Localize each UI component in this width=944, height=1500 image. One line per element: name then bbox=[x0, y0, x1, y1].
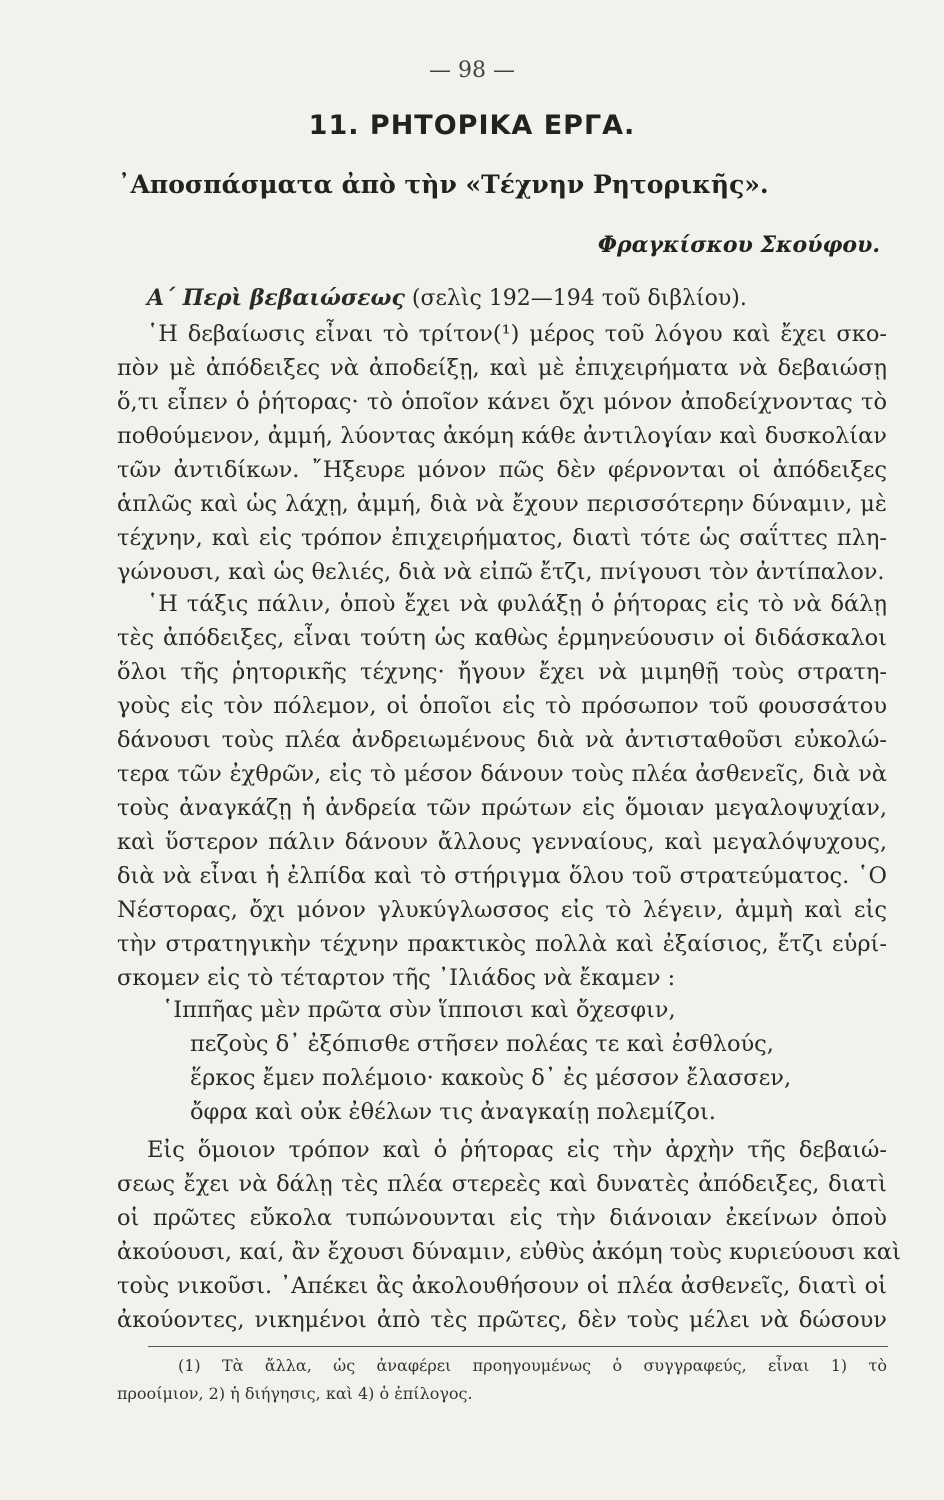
text-line: ἁπλῶς καὶ ὡς λάχῃ, ἀμμή, διὰ νὰ ἔχουν περισσότερην δύναμιν, μὲ bbox=[117, 491, 887, 517]
chapter-title: 11. ΡΗΤΟΡΙΚΑ ΕΡΓΑ. bbox=[308, 110, 636, 141]
footnote-divider bbox=[148, 1346, 888, 1347]
text-line: τέχνην, καὶ εἰς τρόπον ἐπιχειρήματος, διατὶ τότε ὡς σαΐττες πλη- bbox=[117, 525, 887, 551]
text-line: τοὺς νικοῦσι. ᾿Απέκει ἂς ἀκολουθήσουν οἱ πλέα ἀσθενεῖς, διατὶ οἱ bbox=[117, 1273, 887, 1299]
text-line: διὰ νὰ εἶναι ἡ ἐλπίδα καὶ τὸ στήριγμα ὅλου τοῦ στρατεύματος. ῾Ο bbox=[117, 863, 887, 889]
text-line: τὲς ἀπόδειξες, εἶναι τούτη ὡς καθὼς ἑρμηνεύουσιν οἱ διδάσκαλοι bbox=[117, 625, 887, 651]
text-line: ἀκούοντες, νικημένοι ἀπὸ τὲς πρῶτες, δὲν τοὺς μέλει νὰ δώσουν bbox=[117, 1307, 887, 1333]
page-number: — 98 — bbox=[429, 58, 515, 83]
text-line: δάνουσι τοὺς πλέα ἀνδρειωμένους διὰ νὰ ἀντισταθοῦσι εὐκολώ- bbox=[117, 727, 887, 753]
subtitle: ᾿Αποσπάσματα ἀπὸ τὴν «Τέχνην Ρητορικῆς». bbox=[118, 170, 769, 199]
text-line: καὶ ὕστερον πάλιν δάνουν ἄλλους γενναίους, καὶ μεγαλόψυχους, bbox=[117, 829, 887, 855]
section-heading bbox=[147, 285, 887, 311]
text-line: ῾Η τάξις πάλιν, ὁποὺ ἔχει νὰ φυλάξῃ ὁ ῥήτορας εἰς τὸ νὰ δάλῃ bbox=[147, 591, 887, 617]
text-line: ῾Η δεβαίωσις εἶναι τὸ τρίτον(¹) μέρος τοῦ λόγου καὶ ἔχει σκο- bbox=[147, 321, 887, 347]
text-line: ἀκούουσι, καί, ἂν ἔχουσι δύναμιν, εὐθὺς ἀκόμη τοὺς κυριεύουσι καὶ bbox=[117, 1239, 901, 1265]
text-line: ὅλοι τῆς ῥητορικῆς τέχνης· ἤγουν ἔχει νὰ μιμηθῇ τοὺς στρατη- bbox=[117, 659, 887, 685]
verse-line: ἕρκος ἔμεν πολέμοιο· κακοὺς δ᾿ ἐς μέσσον ἔλασσεν, bbox=[190, 1065, 792, 1091]
text-line: σεως ἔχει νὰ δάλῃ τὲς πλέα στερεὲς καὶ δυνατὲς ἀπόδειξες, διατὶ bbox=[117, 1171, 887, 1197]
text-line: ὅ,τι εἶπεν ὁ ῥήτορας· τὸ ὁποῖον κάνει ὄχι μόνον ἀποδείχνοντας τὸ bbox=[117, 389, 887, 415]
footnote-line: (1) Τὰ ἄλλα, ὡς ἀναφέρει προηγουμένως ὁ συγγραφεύς, εἶναι 1) τὸ bbox=[178, 1356, 887, 1375]
text-line: γώνουσι, καὶ ὡς θελιές, διὰ νὰ εἰπῶ ἔτζι, πνίγουσι τὸν ἀντίπαλον. bbox=[117, 559, 885, 585]
text-line: γοὺς εἰς τὸν πόλεμον, οἱ ὁποῖοι εἰς τὸ πρόσωπον τοῦ φουσσάτου bbox=[117, 693, 887, 719]
text-line: τερα τῶν ἐχθρῶν, εἰς τὸ μέσον δάνουν τοὺς πλέα ἀσθενεῖς, διὰ νὰ bbox=[117, 761, 887, 787]
text-line: τῶν ἀντιδίκων. ῎Ηξευρε μόνον πῶς δὲν φέρνονται οἱ ἀπόδειξες bbox=[117, 457, 887, 483]
section-reference: (σελὶς 192—194 τοῦ διβλίου). bbox=[404, 286, 747, 311]
text-line: Νέστορας, ὄχι μόνον γλυκύγλωσσος εἰς τὸ λέγειν, ἀμμὴ καὶ εἰς bbox=[117, 897, 887, 923]
verse-line: πεζοὺς δ᾿ ἐξόπισθε στῆσεν πολέας τε καὶ ἐσθλούς, bbox=[190, 1031, 774, 1057]
text-line: οἱ πρῶτες εὔκολα τυπώνουνται εἰς τὴν διάνοιαν ἐκείνων ὁποὺ bbox=[117, 1205, 887, 1231]
section-title: Α΄ Περὶ βεβαιώσεως bbox=[147, 285, 405, 311]
text-line: τοὺς ἀναγκάζῃ ἡ ἀνδρεία τῶν πρώτων εἰς ὅμοιαν μεγαλοψυχίαν, bbox=[117, 795, 887, 821]
text-line: πὸν μὲ ἀπόδειξες νὰ ἀποδείξῃ, καὶ μὲ ἐπιχειρήματα νὰ δεβαιώσῃ bbox=[117, 355, 887, 381]
author-name: Φραγκίσκου Σκούφου. bbox=[597, 232, 880, 258]
text-line: σκομεν εἰς τὸ τέταρτον τῆς ᾿Ιλιάδος νὰ ἔκαμεν : bbox=[117, 965, 676, 991]
text-line: Εἰς ὅμοιον τρόπον καὶ ὁ ῥήτορας εἰς τὴν ἀρχὴν τῆς δεβαιώ- bbox=[147, 1137, 887, 1163]
footnote-line: προοίμιον, 2) ἡ διήγησις, καὶ 4) ὁ ἐπίλογος. bbox=[117, 1384, 473, 1403]
verse-line: ὄφρα καὶ οὐκ ἐθέλων τις ἀναγκαίῃ πολεμίζοι. bbox=[190, 1099, 716, 1125]
text-line: ποθούμενον, ἀμμή, λύοντας ἀκόμη κάθε ἀντιλογίαν καὶ δυσκολίαν bbox=[117, 423, 887, 449]
text-line: τὴν στρατηγικὴν τέχνην πρακτικὸς πολλὰ καὶ ἐξαίσιος, ἔτζι εὑρί- bbox=[117, 931, 887, 957]
verse-line: ῾Ιππῆας μὲν πρῶτα σὺν ἵπποισι καὶ ὄχεσφιν, bbox=[162, 997, 676, 1023]
